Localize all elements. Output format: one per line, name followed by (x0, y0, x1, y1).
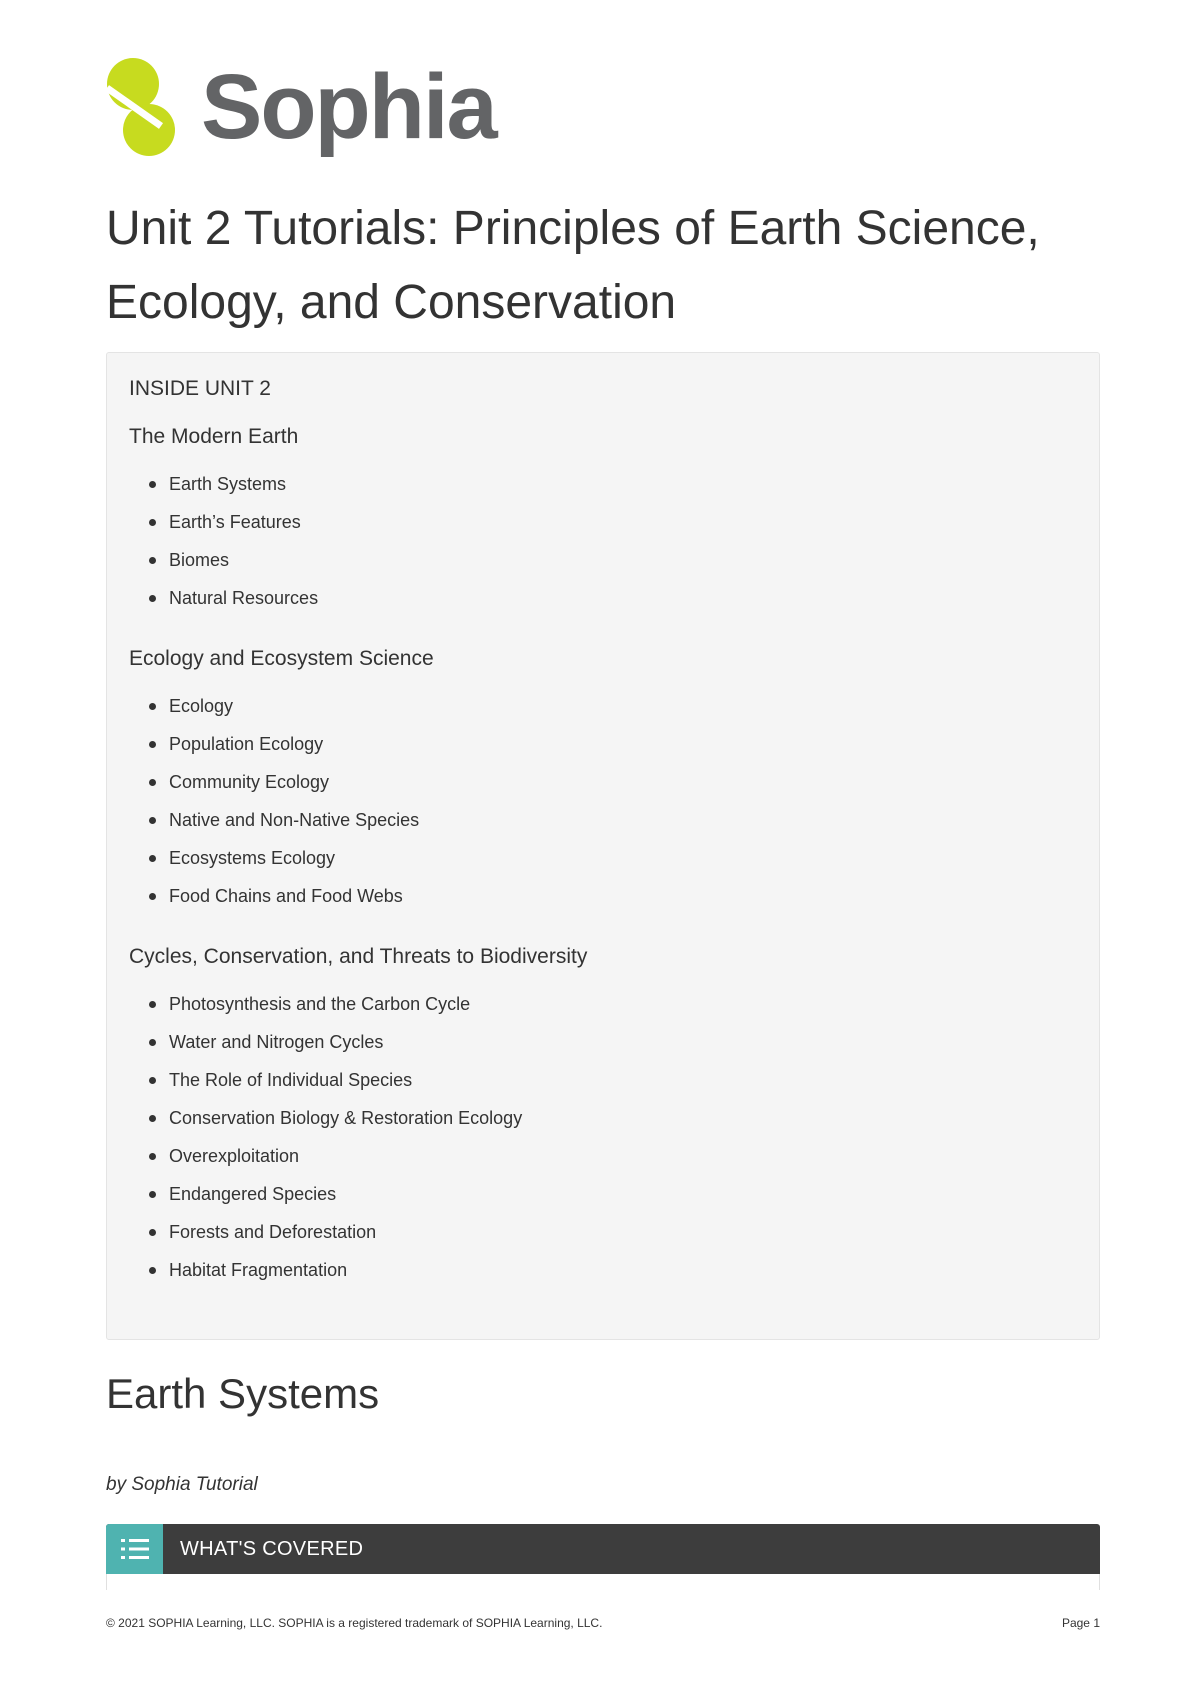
whats-covered-header (106, 1524, 1100, 1574)
list-item[interactable] (147, 763, 419, 801)
list-item-label: The Role of Individual Species (169, 1070, 413, 1090)
bullet-icon (149, 1077, 156, 1084)
list-item-label: Food Chains and Food Webs (169, 886, 403, 906)
list-item-label: Earth Systems (169, 474, 287, 494)
bullet-icon (149, 557, 156, 564)
unit-section-title: Cycles, Conservation, and Threats to Biodiversity (129, 945, 588, 968)
bullet-icon (149, 855, 156, 862)
inside-unit-heading: INSIDE UNIT 2 (129, 377, 271, 400)
list-item[interactable] (147, 1175, 522, 1213)
list-item[interactable] (147, 725, 419, 763)
list-item-label: Natural Resources (169, 588, 319, 608)
list-item[interactable] (147, 1099, 522, 1137)
bullet-icon (149, 1191, 156, 1198)
list-item-label: Water and Nitrogen Cycles (169, 1032, 384, 1052)
bullet-icon (149, 1115, 156, 1122)
list-item[interactable] (147, 1213, 522, 1251)
logo-wordmark: Sophia (201, 56, 496, 158)
bullet-icon (149, 703, 156, 710)
list-item-label: Population Ecology (169, 734, 324, 754)
list-item[interactable] (147, 1251, 522, 1289)
unit-section-title: The Modern Earth (129, 425, 299, 448)
list-item[interactable] (147, 503, 318, 541)
byline: by Sophia Tutorial (106, 1474, 258, 1495)
list-item[interactable] (147, 541, 318, 579)
list-item[interactable] (147, 839, 419, 877)
list-item[interactable] (147, 1023, 522, 1061)
page-number: Page 1 (1061, 1616, 1100, 1630)
list-icon (106, 1524, 163, 1574)
bullet-icon (149, 1267, 156, 1274)
unit-section-list (147, 985, 522, 1289)
bullet-icon (149, 779, 156, 786)
section-title: Earth Systems (106, 1370, 380, 1417)
bullet-icon (149, 519, 156, 526)
inside-unit-box (106, 352, 1100, 1340)
bullet-icon (149, 595, 156, 602)
list-item[interactable] (147, 687, 419, 725)
list-item[interactable] (147, 579, 318, 617)
list-item-label: Ecology (169, 696, 234, 716)
list-item-label: Habitat Fragmentation (169, 1260, 348, 1280)
list-item[interactable] (147, 877, 419, 915)
bullet-icon (149, 1153, 156, 1160)
bullet-icon (149, 741, 156, 748)
list-item-label: Endangered Species (169, 1184, 337, 1204)
whats-covered-label: WHAT'S COVERED (180, 1537, 364, 1560)
list-item[interactable] (147, 801, 419, 839)
list-item-label: Conservation Biology & Restoration Ecology (169, 1108, 523, 1128)
bullet-icon (149, 817, 156, 824)
list-item-label: Ecosystems Ecology (169, 848, 336, 868)
list-item[interactable] (147, 1137, 522, 1175)
list-item-label: Native and Non-Native Species (169, 810, 420, 830)
sophia-logo-icon (103, 56, 179, 158)
bullet-icon (149, 1001, 156, 1008)
bullet-icon (149, 893, 156, 900)
list-item[interactable] (147, 1061, 522, 1099)
unit-section-list (147, 687, 419, 915)
bullet-icon (149, 1039, 156, 1046)
list-item-label: Forests and Deforestation (169, 1222, 377, 1242)
list-item-label: Photosynthesis and the Carbon Cycle (169, 994, 471, 1014)
list-item-label: Overexploitation (169, 1146, 300, 1166)
list-item[interactable] (147, 465, 318, 503)
sophia-logo (103, 56, 496, 158)
list-item-label: Earth’s Features (169, 512, 301, 532)
bullet-icon (149, 481, 156, 488)
list-item-label: Community Ecology (169, 772, 330, 792)
footer-copyright: © 2021 SOPHIA Learning, LLC. SOPHIA is a registered trademark of SOPHIA Learning, LLC. (106, 1616, 603, 1630)
bullet-icon (149, 1229, 156, 1236)
whats-covered-body (106, 1574, 1100, 1590)
document-title: Unit 2 Tutorials: Principles of Earth Science, Ecology, and Conservation (106, 202, 1040, 329)
unit-section-list (147, 465, 318, 617)
list-item[interactable] (147, 985, 522, 1023)
unit-section-title: Ecology and Ecosystem Science (129, 647, 434, 670)
list-item-label: Biomes (169, 550, 230, 570)
